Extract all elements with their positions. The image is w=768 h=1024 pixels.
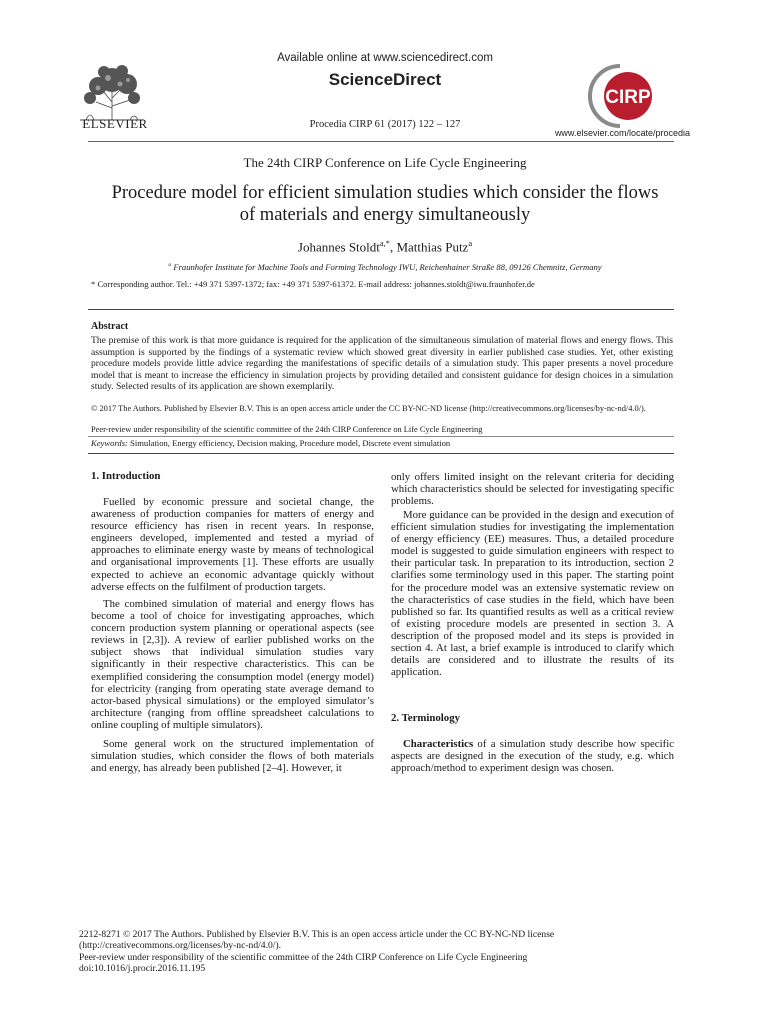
- keywords-label: Keywords:: [91, 438, 128, 448]
- intro-paragraph: More guidance can be provided in the design and execution of efficient simulation studies for investigating the implementation of energy efficiency (EE) measures. Thus, a detailed procedure model is suggested to guide simulation engineers with respect to their particular task. In preparation to its introduction, section 2 clarifies some terminology used in this paper. The starting point for the procedure model was an extensive systematic review on the characteristics of case studies in the field, which have been published so far. Its quantified results as well as a critical review of existing procedure models are presented in section 3. A description of the proposed model and its steps is provided in section 4. At last, a brief example is introduced to clarify which details are considered and to illustrate the results of its application.: [391, 509, 674, 679]
- section-heading-terminology: 2. Terminology: [391, 712, 460, 724]
- terminology-definition: of a simulation study describe how specific aspects are designed in the execution of the study, e.g. which approach/method to experiment design was chosen.: [391, 738, 674, 775]
- author-list: [88, 238, 682, 255]
- intro-paragraph: Some general work on the structured implementation of simulation studies, which consider the flows of both materials and energy, has already been published [2–4]. However, it: [91, 738, 374, 775]
- abstract-copyright: © 2017 The Authors. Published by Elsevier B.V. This is an open access article under the CC BY-NC-ND license (http://creativecommons.org/licenses/by-nc-nd/4.0/).: [91, 404, 646, 413]
- intro-paragraph: The combined simulation of material and energy flows has become a tool of choice for investigating approaches, which concern production system planning or operational aspects (see reviews in [2,3]). A review of earlier published works on the subject shows that individual simulation studies vary significantly in their respective characteristics. This can be exemplified considering the consumption model (energy model) for electricity (ranging from operating state average demand to actor-based physical simulations) or the employed simulator’s architecture (ranging from offline spreadsheet calculations to online coupling of multiple simulators).: [91, 598, 374, 731]
- author-separator: ,: [389, 239, 397, 255]
- author-name: Matthias Putz: [396, 239, 469, 255]
- footer-peer-review: Peer-review under responsibility of the scientific committee of the 24th CIRP Conference on Life Cycle Engineering: [79, 951, 528, 963]
- paper-title-line-1: Procedure model for efficient simulation studies which consider the flows: [111, 183, 659, 203]
- journal-reference: Procedia CIRP 61 (2017) 122 – 127: [309, 119, 461, 130]
- paper-title: [88, 182, 682, 226]
- keywords: [91, 438, 673, 448]
- author-name: Johannes Stoldt: [297, 239, 380, 255]
- author-affiliation-mark: a: [468, 238, 473, 248]
- affiliation: [88, 262, 682, 272]
- header-divider: [88, 141, 674, 142]
- keywords-list: Simulation, Energy efficiency, Decision making, Procedure model, Discrete event simulation: [127, 438, 451, 448]
- page-footer: [79, 929, 679, 975]
- abstract-body: The premise of this work is that more guidance is required for the application of the simultaneous simulation of material flows and energy flows. This assumption is supported by the findings of a systematic review which showed great diversity in earlier published case studies. Yet, other existing procedure models provide little advice regarding the manifestations of specific details of a simulation study. This paper presents a novel procedure model that is meant to increase the efficiency in simulation projects by providing detailed and consistent guidance for design choices in a simulation study. Selected results of its application are shown exemplarily.: [91, 335, 673, 393]
- affiliation-text: Fraunhofer Institute for Machine Tools and Forming Technology IWU, Reichenhainer Straße 88, 09126 Chemnitz, Germany: [171, 262, 602, 272]
- footer-issn-license: 2212-8271 © 2017 The Authors. Published by Elsevier B.V. This is an open access article under the CC BY-NC-ND license: [79, 929, 555, 940]
- footer-doi[interactable]: doi:10.1016/j.procir.2016.11.195: [79, 963, 206, 975]
- term-characteristics: Characteristics: [403, 738, 474, 750]
- journal-url[interactable]: www.elsevier.com/locate/procedia: [554, 128, 690, 138]
- keywords-divider: [88, 436, 674, 437]
- abstract-bottom-divider: [88, 453, 674, 454]
- elsevier-wordmark: ELSEVIER: [82, 116, 148, 131]
- corresponding-author-note: * Corresponding author. Tel.: +49 371 5397-1372; fax: +49 371 5397-61372. E-mail address: johannes.stoldt@iwu.fraunhofer.de: [91, 279, 535, 289]
- terminology-paragraph: [391, 738, 674, 774]
- cirp-logo-text: CIRP: [605, 87, 651, 108]
- cirp-logo-icon: [582, 62, 672, 130]
- abstract-heading: Abstract: [91, 321, 129, 332]
- available-online-text: Available online at www.sciencedirect.com: [277, 52, 493, 64]
- footer-license-url[interactable]: (http://creativecommons.org/licenses/by-nc-nd/4.0/).: [79, 940, 282, 952]
- abstract-top-divider: [88, 309, 674, 310]
- conference-name: The 24th CIRP Conference on Life Cycle Engineering: [243, 155, 527, 170]
- paper-title-line-2: of materials and energy simultaneously: [239, 205, 531, 225]
- corresponding-author-mark: *: [385, 238, 390, 248]
- intro-paragraph: Fuelled by economic pressure and societal change, the awareness of production companies for matters of energy and resource efficiency has risen in recent years. In response, engineers developed, implemented and tested a myriad of approaches to eliminate energy waste by means of technological and organisational improvements [1]. These efforts are usually expected to achieve an economic advantage quickly without adverse effects on the fulfilment of production targets.: [91, 496, 374, 593]
- author-affiliation-mark: a,: [379, 238, 386, 248]
- section-heading-introduction: 1. Introduction: [91, 470, 161, 482]
- intro-paragraph-continued: only offers limited insight on the relevant criteria for deciding which characteristics should be selected for investigating specific problems.: [391, 471, 674, 508]
- sciencedirect-brand: ScienceDirect: [328, 70, 442, 89]
- abstract-peer-review: Peer-review under responsibility of the scientific committee of the 24th CIRP Conference on Life Cycle Engineering: [91, 425, 483, 434]
- affiliation-mark: a: [168, 262, 172, 269]
